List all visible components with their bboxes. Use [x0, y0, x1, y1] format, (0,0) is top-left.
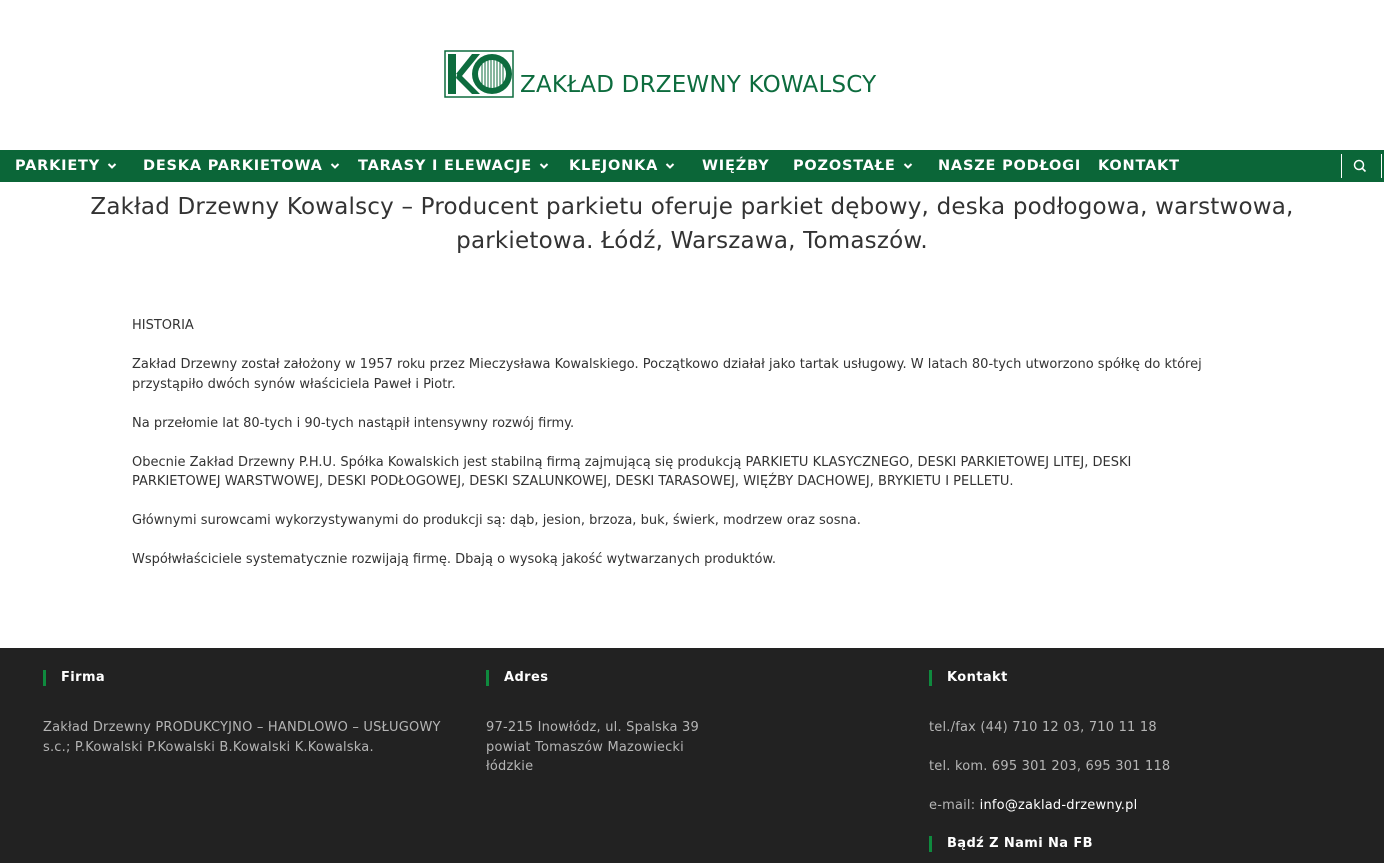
footer-line: łódzkie: [486, 759, 534, 774]
content-paragraph: Na przełomie lat 80-tych i 90-tych nastąpił intensywny rozwój firmy.: [132, 415, 575, 431]
footer-address: [486, 718, 699, 777]
nav-item-label: KONTAKT: [1098, 158, 1180, 174]
nav-item-wiezby[interactable]: [702, 150, 769, 182]
paragraph-line: PARKIETOWEJ WARSTWOWEJ, DESKI PODŁOGOWEJ, DESKI SZALUNKOWEJ, DESKI TARASOWEJ, WIĘŹBY DACHOWEJ, BRYKIETU I PELLETU.: [132, 474, 1014, 489]
page-title-line: parkietowa. Łódź, Warszawa, Tomaszów.: [456, 228, 928, 254]
content-paragraph: Współwłaściciele systematycznie rozwijają firmę. Dbają o wysoką jakość wytwarzanych produktów.: [132, 552, 777, 567]
nav-item-kontakt[interactable]: [1098, 150, 1180, 182]
footer-heading-adres: Adres: [486, 670, 548, 686]
footer-heading-fb: Bądź Z Nami Na FB: [929, 836, 1093, 852]
footer-line: 97-215 Inowłódz, ul. Spalska 39: [486, 720, 699, 735]
content-paragraph: [132, 355, 1247, 394]
nav-item-label: DESKA PARKIETOWA: [143, 158, 323, 174]
footer-line: powiat Tomaszów Mazowiecki: [486, 739, 684, 755]
logo-text: ZAKŁAD DRZEWNY KOWALSCY: [520, 72, 877, 98]
chevron-down-icon: [665, 161, 675, 171]
nav-item-tarasy-i-elewacje[interactable]: [358, 150, 549, 182]
footer-mobile: tel. kom. 695 301 203, 695 301 118: [929, 759, 1171, 774]
search-icon[interactable]: [1350, 157, 1370, 175]
nav-item-deska-parkietowa[interactable]: [143, 150, 340, 182]
nav-divider: [1341, 154, 1342, 178]
footer-company-info: [43, 718, 441, 757]
site-header: [0, 0, 1384, 150]
footer-email-label: e-mail:: [929, 798, 980, 813]
nav-item-pozostale[interactable]: [793, 150, 913, 182]
paragraph-line: przystąpiło dwóch synów właściciela Paweł i Piotr.: [132, 376, 456, 392]
nav-item-label: PARKIETY: [15, 158, 101, 174]
footer-email-row: [929, 796, 1137, 816]
nav-item-klejonka[interactable]: [569, 150, 675, 182]
chevron-down-icon: [539, 161, 549, 171]
nav-item-label: KLEJONKA: [569, 158, 659, 174]
main-navigation: [0, 150, 1384, 182]
page-content: [132, 316, 1247, 589]
logo-mark-icon: [444, 50, 514, 98]
footer-heading-firma: Firma: [43, 670, 105, 686]
paragraph-line: Zakład Drzewny został założony w 1957 roku przez Mieczysława Kowalskiego. Początkowo działał jako tartak usługowy. W latach 80-tych utworzono spółkę do której: [132, 357, 1202, 372]
footer-email-link[interactable]: info@zaklad-drzewny.pl: [979, 798, 1138, 813]
nav-divider: [1381, 154, 1382, 178]
page-title-line: Zakład Drzewny Kowalscy – Producent parkietu oferuje parkiet dębowy, deska podłogowa, warstwowa,: [90, 194, 1294, 220]
nav-item-label: NASZE PODŁOGI: [938, 158, 1082, 174]
footer-line: s.c.; P.Kowalski P.Kowalski B.Kowalski K.Kowalska.: [43, 739, 374, 755]
nav-item-nasze-podlogi[interactable]: [938, 150, 1081, 182]
chevron-down-icon: [330, 161, 340, 171]
nav-item-label: WIĘŹBY: [702, 158, 770, 174]
content-paragraph: Głównymi surowcami wykorzystywanymi do produkcji są: dąb, jesion, brzoza, buk, świerk, modrzew oraz sosna.: [132, 513, 861, 528]
footer-line: Zakład Drzewny PRODUKCYJNO – HANDLOWO – USŁUGOWY: [43, 720, 441, 735]
footer-phone: tel./fax (44) 710 12 03, 710 11 18: [929, 720, 1157, 735]
section-heading: HISTORIA: [132, 318, 194, 333]
site-footer: [0, 648, 1384, 863]
chevron-down-icon: [107, 161, 117, 171]
page-title: [60, 190, 1324, 258]
nav-item-label: POZOSTAŁE: [793, 158, 896, 174]
chevron-down-icon: [903, 161, 913, 171]
content-paragraph: [132, 453, 1247, 492]
nav-item-parkiety[interactable]: [15, 150, 117, 182]
site-logo[interactable]: [444, 50, 876, 98]
paragraph-line: Obecnie Zakład Drzewny P.H.U. Spółka Kowalskich jest stabilną firmą zajmującą się produkcją PARKIETU KLASYCZNEGO, DESKI PARKIETOWEJ LITEJ, DESKI: [132, 454, 1132, 470]
nav-item-label: TARASY I ELEWACJE: [358, 158, 532, 174]
footer-heading-kontakt: Kontakt: [929, 670, 1008, 686]
